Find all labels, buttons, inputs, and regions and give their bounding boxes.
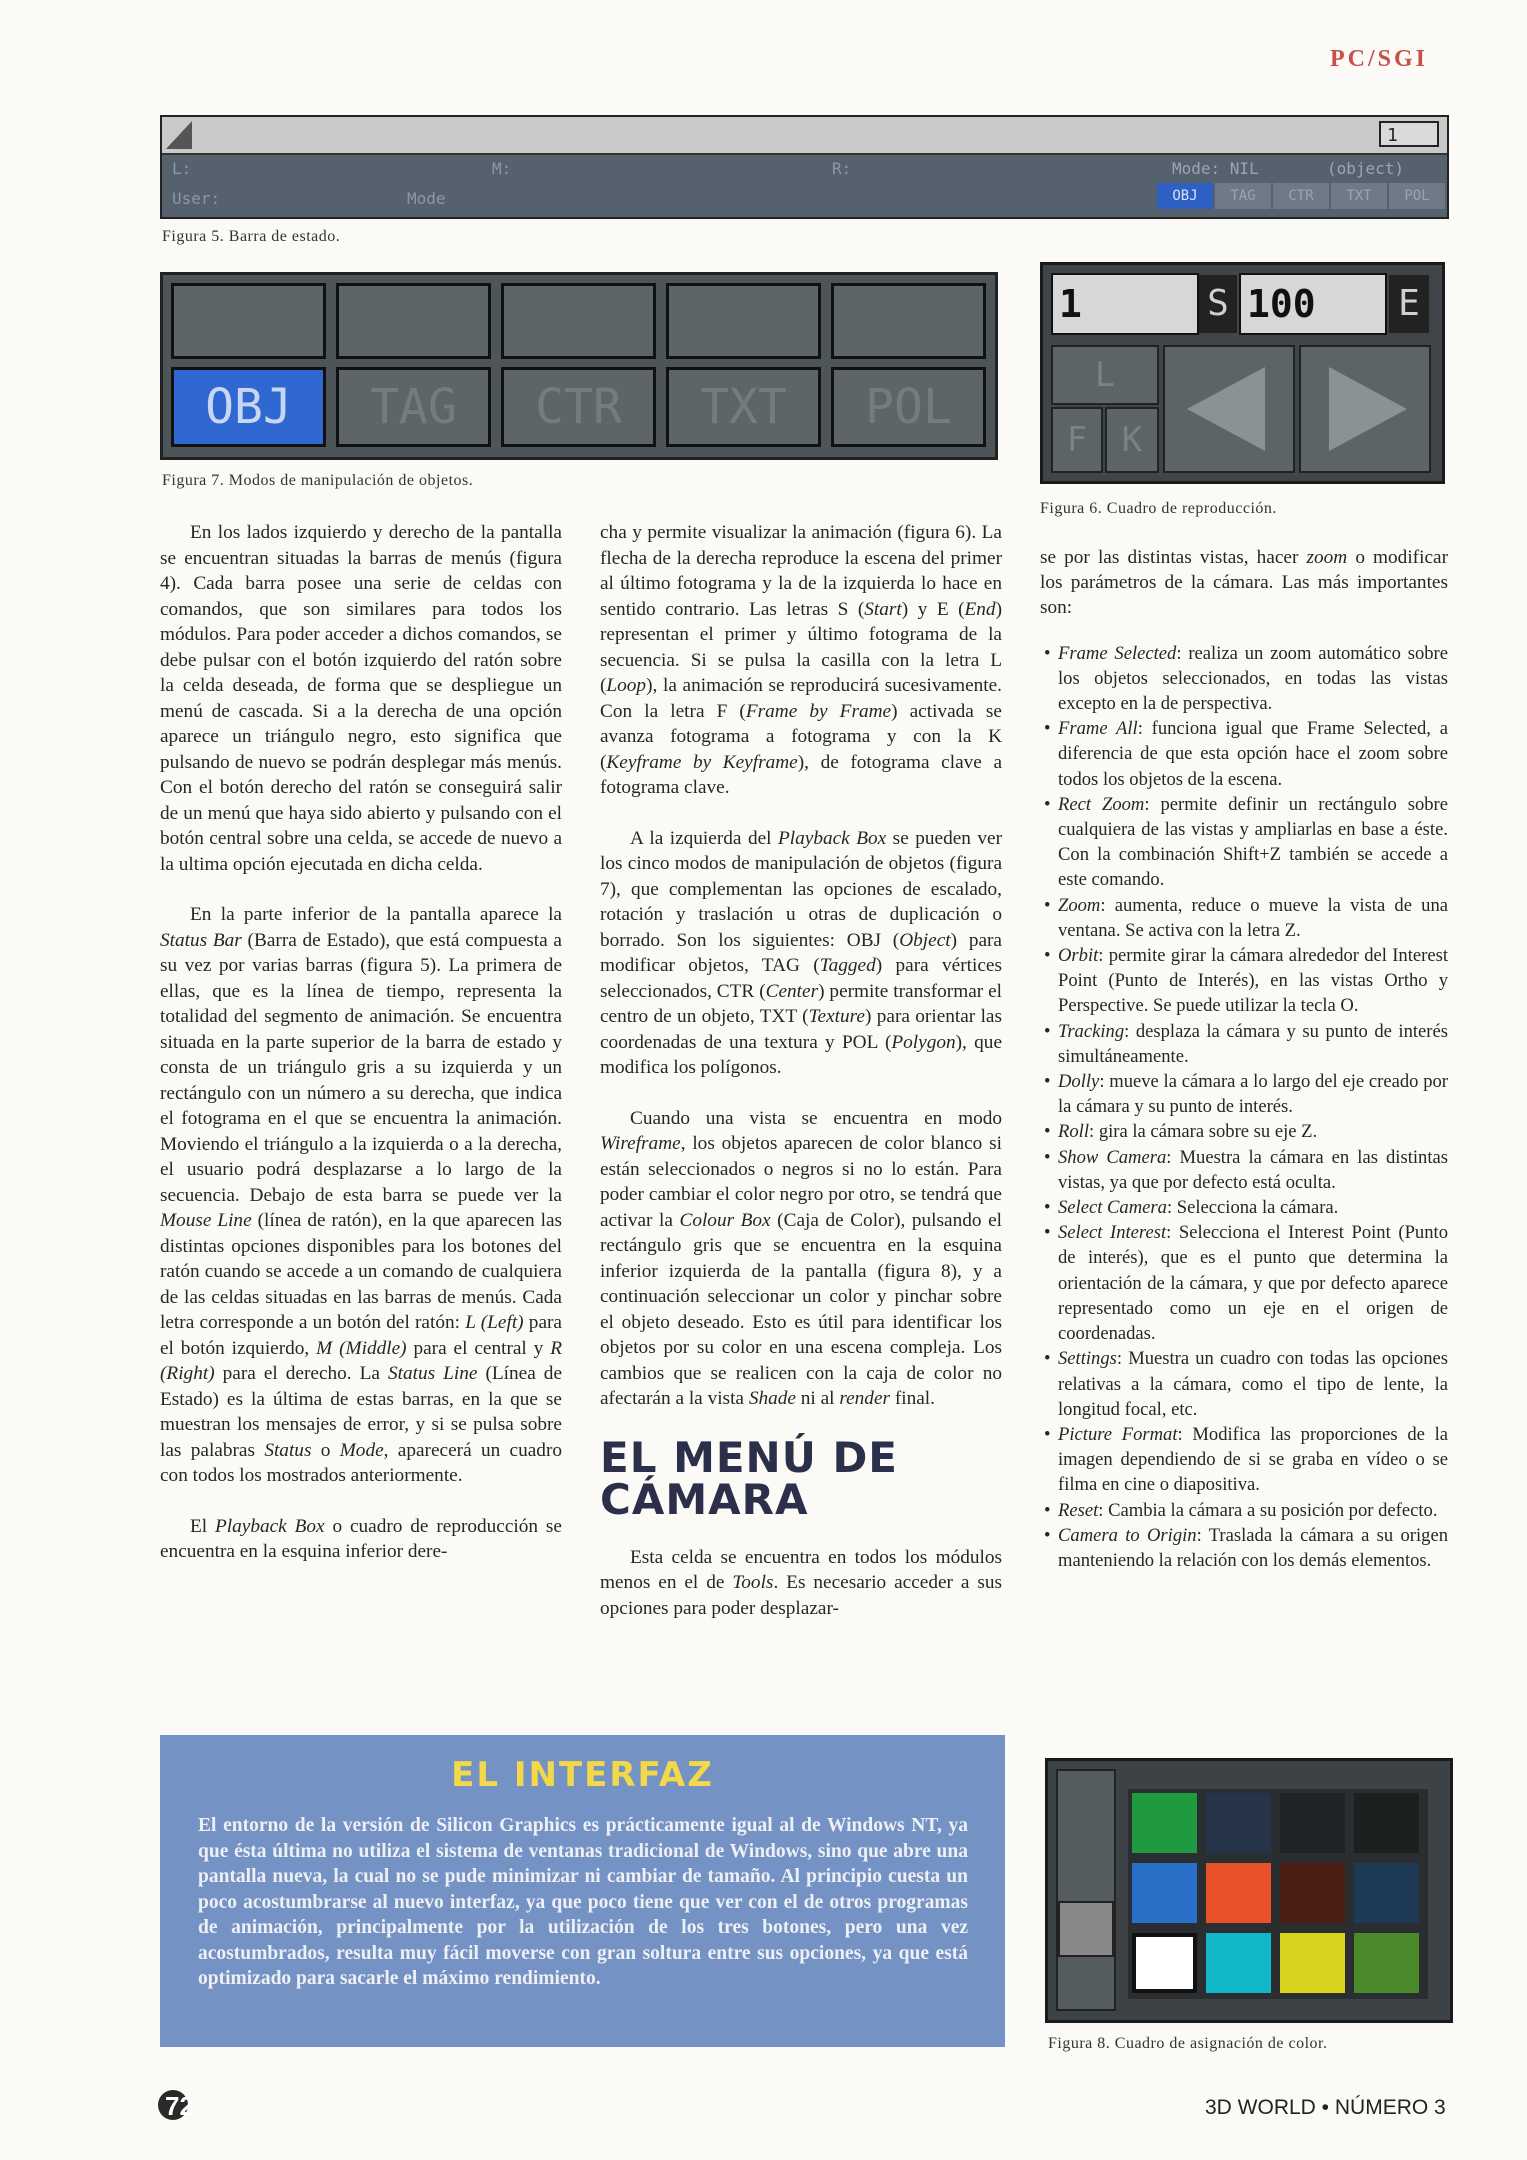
- paragraph: A la izquierda del Playback Box se pueden ver los cinco modos de manipulación de objetos (figura 7), que complementan las opciones de escalado, rotación y traslación u otras de duplicación o borrado. Son los siguientes: OBJ (Object) para modificar objetos, TAG (Tagged) para vértices seleccionados, CTR (Center) permite transformar el centro de un objeto, TXT (Texture) para orientar las coordenadas de una textura y POL (Polygon), que modifica los polígonos.: [600, 827, 1003, 1078]
- camera-option-desc: : Muestra la cámara en las distintas vistas, ya que por defecto está oculta.: [1058, 1146, 1448, 1193]
- camera-option-item: [1040, 1220, 1448, 1346]
- paragraph: Cuando una vista se encuentra en modo Wireframe, los objetos aparecen de color blanco si están seleccionados o negros si no lo están. Para poder cambiar el color negro por otro, se tendrá que activar la Colour Box (Caja de Color), pulsando el rectángulo gris que se encuentra en la esquina inferior izquierda de la pantalla (figura 8), y a continuación seleccionar un color y pinchar sobre el objeto deseado. Esto es útil para identificar los objetos por su color en una escena compleja. Los cambios que se realicen con la caja de color no afectarán a la vista Shade ni al render final.: [600, 1107, 1002, 1409]
- paragraph: Esta celda se encuentra en todos los módulos menos en el de Tools. Es necesario acceder a sus opciones para poder desplazar-: [600, 1546, 1003, 1619]
- section-header: PC/SGI: [1330, 46, 1429, 72]
- camera-option-desc: : gira la cámara sobre su eje Z.: [1089, 1121, 1318, 1143]
- bullet-icon: •: [1044, 718, 1051, 740]
- color-swatch[interactable]: [1132, 1863, 1197, 1923]
- bullet-icon: •: [1044, 945, 1051, 967]
- bullet-icon: •: [1044, 1222, 1051, 1244]
- camera-option-term: Roll: [1058, 1121, 1089, 1143]
- object-label: (object): [1327, 159, 1405, 178]
- status-mode-pol[interactable]: POL: [1389, 183, 1445, 209]
- camera-option-term: Show Camera: [1058, 1146, 1167, 1168]
- camera-option-desc: : permite girar la cámara alrededor del Interest Point (Punto de Interés), en las vistas Ortho y Perspective. Se puede utilizar la tecla O.: [1058, 945, 1448, 1017]
- status-bar-figure: [160, 115, 1449, 219]
- color-swatches: [1128, 1789, 1428, 1999]
- figure5-caption: Figura 5. Barra de estado.: [162, 228, 341, 245]
- status-mode-obj[interactable]: OBJ: [1157, 183, 1213, 209]
- timeline-slider-icon[interactable]: [166, 121, 192, 149]
- frame-number-box: 1: [1379, 121, 1439, 147]
- end-frame-field[interactable]: 100: [1239, 273, 1387, 335]
- column-1: [160, 520, 562, 1590]
- color-swatch[interactable]: [1354, 1863, 1419, 1923]
- camera-option-term: Select Interest: [1058, 1222, 1167, 1244]
- camera-option-term: Orbit: [1058, 945, 1099, 967]
- user-label: User:: [172, 189, 221, 208]
- play-forward-button[interactable]: [1299, 345, 1431, 473]
- color-swatch[interactable]: [1280, 1933, 1345, 1993]
- colour-box-panel: [1056, 1769, 1116, 2011]
- bullet-icon: •: [1044, 1348, 1051, 1370]
- camera-option-term: Frame Selected: [1058, 642, 1177, 664]
- sidebar-box: [160, 1735, 1005, 2047]
- camera-option-item: [1040, 641, 1448, 717]
- status-mode-ctr[interactable]: CTR: [1273, 183, 1329, 209]
- bullet-icon: •: [1044, 642, 1051, 664]
- mouse-right-label: R:: [832, 159, 852, 178]
- end-button[interactable]: E: [1389, 275, 1429, 333]
- mode-button-obj[interactable]: OBJ: [171, 367, 326, 447]
- mode-button-txt[interactable]: TXT: [666, 367, 821, 447]
- color-swatch[interactable]: [1206, 1863, 1271, 1923]
- paragraph: En la parte inferior de la pantalla aparece la Status Bar (Barra de Estado), que está compuesta a su vez por varias barras (figura 5). La primera de ellas, que es la línea de tiempo, representa la totalidad del segmento de animación. Se encuentra situada en la parte superior de la barra de estado y consta de un triángulo gris a su izquierda y un rectángulo con un número a su derecha, que indica el fotograma en el que se encuentra la animación. Moviendo el triángulo a la izquierda o a la derecha, el usuario podrá desplazarse a lo largo de la secuencia. Debajo de esta barra se puede ver la Mouse Line (línea de ratón), en la que aparecen las distintas opciones disponibles para los botones del ratón cuando se accede a un comando de cualquiera de las celdas situadas en las barras de menús. Cada letra corresponde a un botón del ratón: L (Left) para el botón izquierdo, M (Middle) para el central y R (Right) para el derecho. La Status Line (Línea de Estado) es la última de estas barras, en la que se muestran los mensajes de error, y si se pulsa sobre las palabras Status o Mode, aparecerá un cuadro con todos los mostrados anteriormente.: [160, 904, 563, 1486]
- bullet-icon: •: [1044, 1020, 1051, 1042]
- camera-option-desc: : Selecciona el Interest Point (Punto de interés), que es el punto que determina la orientación de la cámara, y que por defecto aparece representado como un eje en el origen de coordenadas.: [1058, 1222, 1448, 1345]
- empty-cell: [666, 283, 821, 359]
- bullet-icon: •: [1044, 1423, 1051, 1445]
- camera-option-desc: : Selecciona la cámara.: [1166, 1197, 1339, 1219]
- keyframe-button[interactable]: K: [1105, 407, 1159, 473]
- mode-button-tag[interactable]: TAG: [336, 367, 491, 447]
- color-swatch[interactable]: [1280, 1793, 1345, 1853]
- color-swatch[interactable]: [1206, 1933, 1271, 1993]
- camera-option-item: [1040, 1195, 1448, 1220]
- camera-option-term: Rect Zoom: [1058, 793, 1145, 815]
- play-reverse-button[interactable]: [1163, 345, 1295, 473]
- color-swatch[interactable]: [1280, 1863, 1345, 1923]
- mode-button-ctr[interactable]: CTR: [501, 367, 656, 447]
- camera-option-item: [1040, 893, 1448, 943]
- paragraph: En los lados izquierdo y derecho de la pantalla se encuentran situadas la barras de menús (figura 4). Cada barra posee una serie de celdas con comandos, que son similares para todos los módulos. Para poder acceder a dichos comandos, se debe pulsar con el botón izquierdo del ratón sobre la celda deseada, de forma que se despliegue un menú de cascada. Si a la derecha de una opción aparece un triángulo negro, esto significa que pulsando de nuevo se podrán desplegar más menús. Con el botón derecho del ratón se conseguirá salir de un menú que haya sido abierto y pulsando con el botón central sobre una celda, se accede de nuevo a la ultima opción ejecutada en dicha celda.: [160, 522, 562, 875]
- camera-option-desc: : Muestra un cuadro con todas las opciones relativas a la cámara, como el tipo de lente, la longitud focal, etc.: [1058, 1348, 1448, 1420]
- color-swatch[interactable]: [1206, 1793, 1271, 1853]
- box-text: El entorno de la versión de Silicon Graphics es prácticamente igual al de Windows NT, ya que ésta última no utiliza el sistema de ventanas tradicional de Windows, sino que abre una pantalla nueva, la cual no se pude minimizar ni cambiar de tamaño. Al principio cuesta un poco acostumbrarse al nuevo interfaz, ya que poco tiene que ver con el de otros programas de animación, principalmente por la utilización de los tres botones, pero una vez acostumbrados, resulta muy fácil moverse con gran soltura entre sus opciones, ya que está optimizado para sacarle el máximo rendimiento.: [198, 1815, 968, 1989]
- color-swatch[interactable]: [1132, 1933, 1197, 1993]
- camera-option-term: Dolly: [1058, 1071, 1100, 1093]
- section-heading: EL MENÚ DE CÁMARA: [600, 1432, 898, 1524]
- mouse-left-label: L:: [172, 159, 192, 178]
- figure6-caption: Figura 6. Cuadro de reproducción.: [1040, 500, 1277, 517]
- paragraph: se por las distintas vistas, hacer zoom o modificar los parámetros de la cámara. Las más importantes son:: [1040, 547, 1448, 619]
- camera-options-list: [1040, 641, 1448, 1574]
- camera-option-item: [1040, 1019, 1448, 1069]
- bullet-icon: •: [1044, 1146, 1051, 1168]
- empty-cell: [831, 283, 986, 359]
- magazine-footer: 3D WORLD • NÚMERO 3: [1205, 2096, 1446, 2119]
- camera-option-item: [1040, 943, 1448, 1019]
- timeline-bar: [162, 117, 1447, 155]
- camera-option-term: Settings: [1058, 1348, 1117, 1370]
- colour-box-button[interactable]: [1058, 1901, 1114, 1957]
- camera-option-desc: : funciona igual que Frame Selected, a diferencia de que esta opción hace el zoom sobre todos los objetos de la escena.: [1058, 718, 1448, 790]
- page-number: 72: [155, 2085, 215, 2125]
- empty-cell: [336, 283, 491, 359]
- color-swatch[interactable]: [1354, 1933, 1419, 1993]
- camera-option-desc: : Modifica las proporciones de la imagen dependiendo de si se graba en vídeo o se filma en cine o diapositiva.: [1058, 1423, 1448, 1496]
- empty-cell: [501, 283, 656, 359]
- status-mode-txt[interactable]: TXT: [1331, 183, 1387, 209]
- camera-option-desc: : realiza un zoom automático sobre los objetos seleccionados, en todas las vistas excepto en la de perspectiva.: [1058, 642, 1448, 715]
- column-3: [1040, 545, 1448, 1573]
- camera-option-term: Camera to Origin: [1058, 1524, 1197, 1546]
- manipulation-modes-figure: [160, 272, 998, 460]
- camera-option-desc: : Cambia la cámara a su posición por defecto.: [1098, 1499, 1438, 1521]
- camera-option-item: [1040, 716, 1448, 792]
- color-swatch[interactable]: [1132, 1793, 1197, 1853]
- camera-option-term: Zoom: [1058, 894, 1101, 916]
- status-mode-tag[interactable]: TAG: [1215, 183, 1271, 209]
- camera-option-term: Select Camera: [1058, 1197, 1167, 1219]
- camera-option-term: Frame All: [1058, 718, 1138, 740]
- paragraph: cha y permite visualizar la animación (figura 6). La flecha de la derecha reproduce la escena del primer al último fotograma y la de la izquierda lo hace en sentido contrario. Las letras S (Start) y E (End) representan el primer y último fotograma de la secuencia. Si se pulsa la casilla con la letra L (Loop), la animación se reproducirá sucesivamente. Con la letra F (Frame by Frame) activada se avanza fotograma a fotograma y con la K (Keyframe by Keyframe), de fotograma clave a fotograma clave.: [600, 522, 1003, 798]
- start-frame-field[interactable]: 1: [1051, 273, 1199, 335]
- start-button[interactable]: S: [1199, 275, 1237, 333]
- camera-option-item: [1040, 1145, 1448, 1195]
- column-2: [600, 520, 1002, 1646]
- bullet-icon: •: [1044, 1071, 1051, 1093]
- bullet-icon: •: [1044, 1524, 1051, 1546]
- camera-option-item: [1040, 1119, 1448, 1144]
- camera-option-desc: : Traslada la cámara a su origen manteniendo la relación con los demás elementos.: [1058, 1524, 1448, 1571]
- mode-button-pol[interactable]: POL: [831, 367, 986, 447]
- camera-option-desc: : mueve la cámara a lo largo del eje creado por la cámara y su punto de interés.: [1058, 1071, 1448, 1118]
- camera-option-item: [1040, 1498, 1448, 1523]
- color-swatch[interactable]: [1354, 1793, 1419, 1853]
- bullet-icon: •: [1044, 894, 1051, 916]
- camera-option-item: [1040, 1523, 1448, 1573]
- camera-option-term: Picture Format: [1058, 1423, 1178, 1445]
- camera-option-term: Tracking: [1058, 1020, 1125, 1042]
- bullet-icon: •: [1044, 1499, 1051, 1521]
- camera-option-item: [1040, 1346, 1448, 1422]
- figure8-caption: Figura 8. Cuadro de asignación de color.: [1048, 2035, 1328, 2052]
- box-title: EL INTERFAZ: [451, 1755, 714, 1795]
- loop-button[interactable]: L: [1051, 345, 1159, 405]
- status-mode-buttons: [1155, 183, 1445, 211]
- bullet-icon: •: [1044, 1197, 1051, 1219]
- camera-option-desc: : desplaza la cámara y su punto de interés simultáneamente.: [1058, 1020, 1448, 1067]
- play-right-icon: [1301, 347, 1429, 471]
- empty-cell: [171, 283, 326, 359]
- bullet-icon: •: [1044, 1121, 1051, 1143]
- mode-label: Mode: [407, 189, 446, 208]
- camera-option-item: [1040, 792, 1448, 893]
- paragraph: El Playback Box o cuadro de reproducción se encuentra en la esquina inferior dere-: [160, 1515, 562, 1562]
- camera-option-desc: : permite definir un rectángulo sobre cualquiera de las vistas y ampliarlas en base a éste. Con la combinación Shift+Z también se accede a este comando.: [1058, 793, 1448, 891]
- frame-by-frame-button[interactable]: F: [1051, 407, 1103, 473]
- color-box-figure: [1045, 1758, 1453, 2023]
- camera-option-desc: : aumenta, reduce o mueve la vista de una ventana. Se activa con la letra Z.: [1058, 894, 1448, 941]
- bullet-icon: •: [1044, 793, 1051, 815]
- camera-option-item: [1040, 1422, 1448, 1498]
- camera-option-item: [1040, 1069, 1448, 1119]
- play-left-icon: [1165, 347, 1293, 471]
- playback-box-figure: [1040, 262, 1445, 484]
- camera-option-term: Reset: [1058, 1499, 1099, 1521]
- mouse-middle-label: M:: [492, 159, 512, 178]
- figure7-caption: Figura 7. Modos de manipulación de objetos.: [162, 472, 474, 489]
- mode-value: Mode: NIL: [1172, 159, 1259, 178]
